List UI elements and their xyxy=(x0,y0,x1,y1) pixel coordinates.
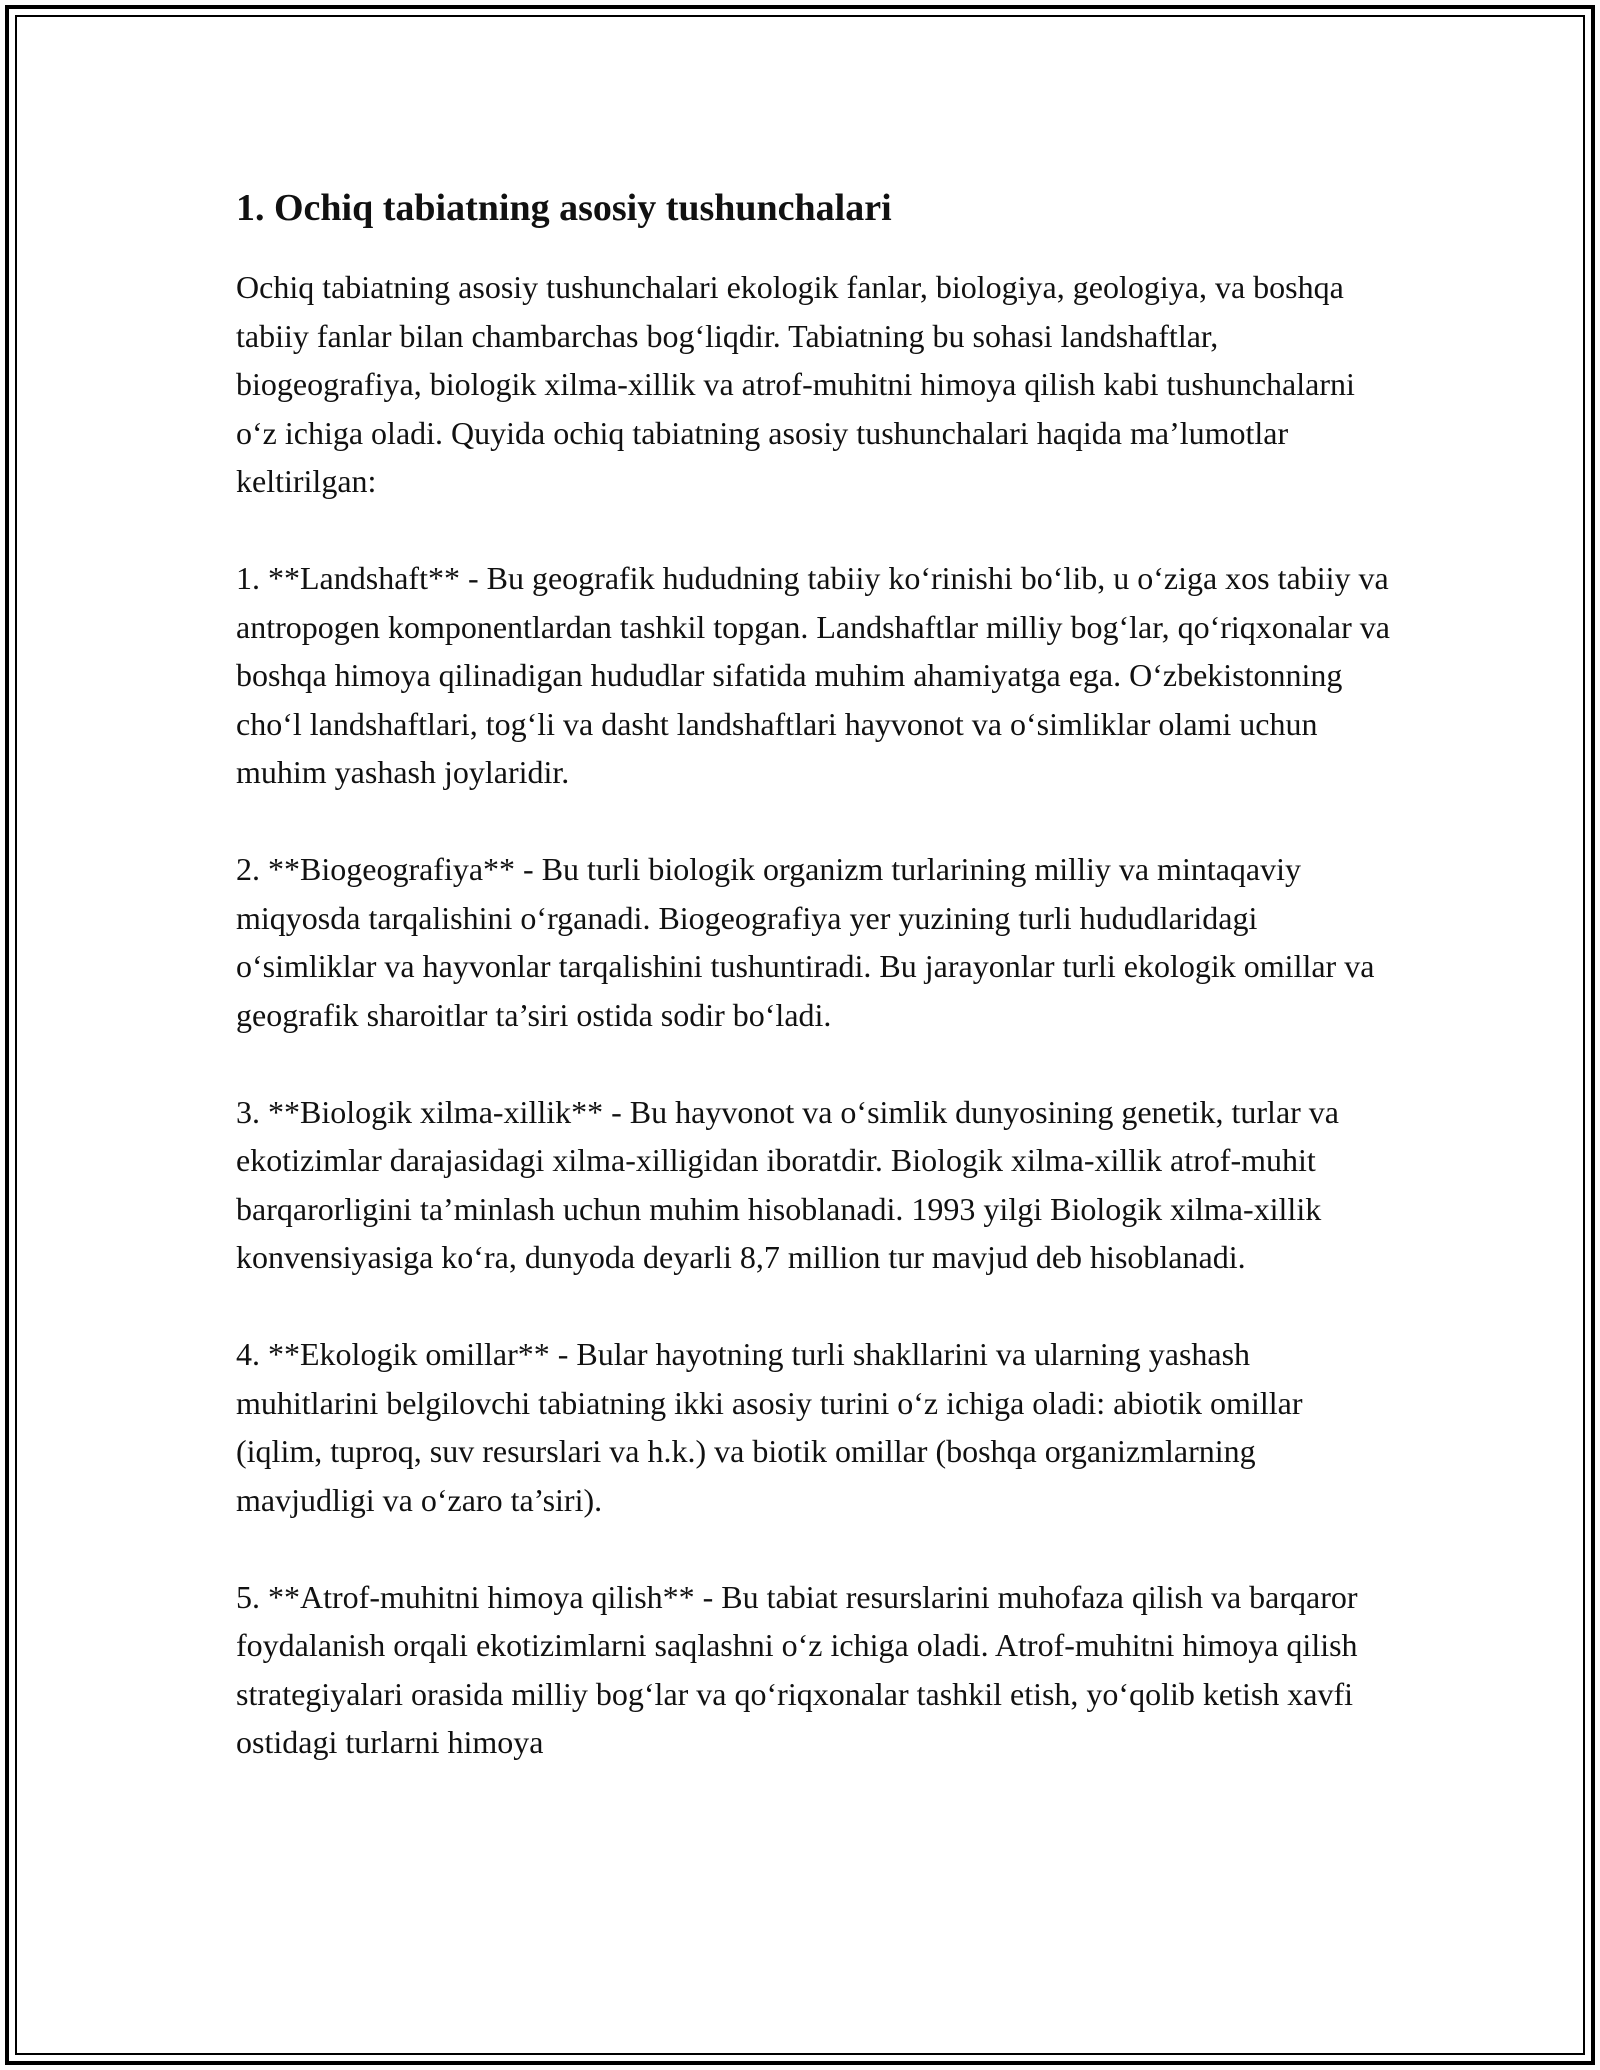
list-item-biogeografiya: 2. **Biogeografiya** - Bu turli biologik organizm turlarining milliy va mintaqaviy miqyosda tarqalishini o‘rganadi. Biogeografiya yer yuzining turli hududlaridagi o‘simliklar va hayvonlar tarqalishini tushuntiradi. Bu jarayonlar turli ekologik omillar va geografik sharoitlar ta’siri ostida sodir bo‘ladi. xyxy=(236,851,1375,1033)
document-body xyxy=(236,182,1396,1815)
list-item-biologik-xilma-xillik: 3. **Biologik xilma-xillik** - Bu hayvonot va o‘simlik dunyosining genetik, turlar va ekotizimlar darajasidagi xilma-xilligidan iboratdir. Biologik xilma-xillik atrof-muhit barqarorligini ta’minlash uchun muhim hisoblanadi. 1993 yilgi Biologik xilma-xillik konvensiyasiga ko‘ra, dunyoda deyarli 8,7 million tur mavjud deb hisoblanadi. xyxy=(236,1093,1339,1276)
list-item-landshaft: 1. **Landshaft** - Bu geografik hududning tabiiy ko‘rinishi bo‘lib, u o‘ziga xos tabiiy va antropogen komponentlardan tashkil topgan. Landshaftlar milliy bog‘lar, qo‘riqxonalar va boshqa himoya qilinadigan hududlar sifatida muhim ahamiyatga ega. O‘zbekistonning cho‘l landshaftlari, tog‘li va dasht landshaftlari hayvonot va o‘simliklar olami uchun muhim yashash joylaridir. xyxy=(236,560,1390,791)
intro-paragraph: Ochiq tabiatning asosiy tushunchalari ekologik fanlar, biologiya, geologiya, va boshqa tabiiy fanlar bilan chambarchas bog‘liqdir. Tabiatning bu sohasi landshaftlar, biogeografiya, biologik xilma-xillik va atrof-muhitni himoya qilish kabi tushunchalarni o‘z ichiga oladi. Quyida ochiq tabiatning asosiy tushunchalari haqida ma’lumotlar keltirilgan: xyxy=(236,269,1355,500)
list-item-ekologik-omillar: 4. **Ekologik omillar** - Bular hayotning turli shakllarini va ularning yashash muhitlarini belgilovchi tabiatning ikki asosiy turini o‘z ichiga oladi: abiotik omillar (iqlim, tuproq, suv resurslari va h.k.) va biotik omillar (boshqa organizmlarning mavjudligi va o‘zaro ta’siri). xyxy=(236,1336,1303,1518)
list-item-atrof-muhit: 5. **Atrof-muhitni himoya qilish** - Bu tabiat resurslarini muhofaza qilish va barqaror foydalanish orqali ekotizimlarni saqlashni o‘z ichiga oladi. Atrof-muhitni himoya qilish strategiyalari orasida milliy bog‘lar va qo‘riqxonalar tashkil etish, yo‘qolib ketish xavfi ostidagi turlarni himoya xyxy=(236,1578,1358,1761)
page-title: 1. Ochiq tabiatning asosiy tushunchalari xyxy=(236,187,892,229)
